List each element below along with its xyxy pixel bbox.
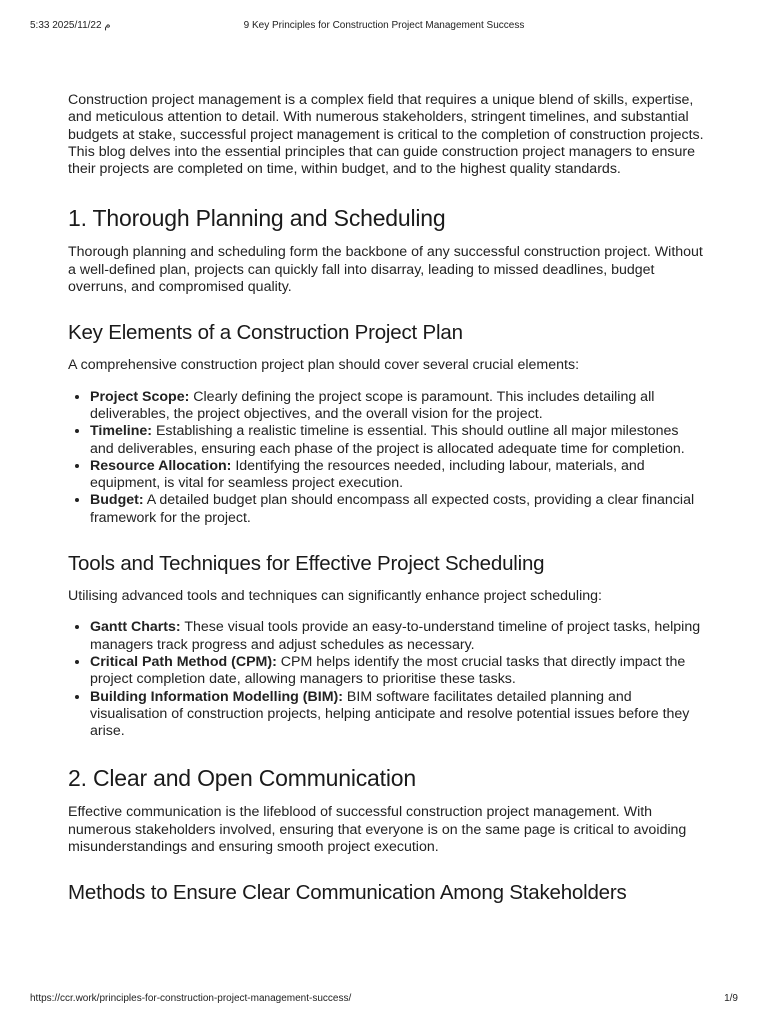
list-item-text: Identifying the resources needed, including labour, materials, and equipment, is vital for seamless project execution. xyxy=(90,457,645,492)
list-item xyxy=(90,423,704,458)
tools-intro: Utilising advanced tools and techniques can significantly enhance project scheduling: xyxy=(68,588,602,605)
list-item-text: A detailed budget plan should encompass all expected costs, providing a clear financial framework for the project. xyxy=(90,492,695,526)
key-elements-list xyxy=(68,389,704,527)
list-item-term: Gantt Charts: xyxy=(90,619,181,636)
subheading-tools: Tools and Techniques for Effective Project Scheduling xyxy=(68,552,545,576)
list-item-term: Resource Allocation: xyxy=(90,457,232,474)
intro-paragraph: Construction project management is a complex field that requires a unique blend of skills, expertise, and meticulous attention to detail. With numerous stakeholders, stringent timelines, and substantial budgets at stake, successful project management is critical to the completion of construction projects. This blog delves into the essential principles that can guide construction project managers to ensure their projects are completed on time, within budget, and to the highest quality standards. xyxy=(68,92,704,178)
article-content xyxy=(68,92,704,905)
list-item-text: Clearly defining the project scope is paramount. This includes detailing all deliverables, the project objectives, and the overall vision for the project. xyxy=(90,388,655,422)
list-item xyxy=(90,619,704,654)
print-header xyxy=(0,20,768,34)
print-datetime: 5:33 2025/11/22 م xyxy=(30,20,111,31)
list-item xyxy=(90,492,704,527)
print-url: https://ccr.work/principles-for-construction-project-management-success/ xyxy=(30,993,352,1004)
list-item-term: Critical Path Method (CPM): xyxy=(90,653,277,670)
list-item-term: Project Scope: xyxy=(90,388,190,405)
list-item-text: CPM helps identify the most crucial tasks that directly impact the project completion date, allowing managers to prioritise these tasks. xyxy=(90,653,686,688)
print-title: 9 Key Principles for Construction Project Management Success xyxy=(243,20,525,31)
list-item-term: Building Information Modelling (BIM): xyxy=(90,688,343,705)
page-number: 1/9 xyxy=(724,993,738,1004)
key-elements-intro: A comprehensive construction project plan should cover several crucial elements: xyxy=(68,357,580,374)
communication-paragraph: Effective communication is the lifeblood of successful construction project management. With numerous stakeholders involved, ensuring that everyone is on the same page is critical to avoiding misunderstandings and ensuring smooth project execution. xyxy=(68,804,687,856)
subheading-methods: Methods to Ensure Clear Communication Among Stakeholders xyxy=(68,881,627,905)
list-item-text: Establishing a realistic timeline is essential. This should outline all major milestones and deliverables, ensuring each phase of the project is allocated adequate time for completion. xyxy=(90,423,685,457)
list-item xyxy=(90,458,704,493)
list-item-term: Timeline: xyxy=(90,423,153,440)
list-item xyxy=(90,654,704,689)
planning-paragraph: Thorough planning and scheduling form the backbone of any successful construction project. Without a well-defined plan, projects can quickly fall into disarray, leading to missed deadlines, budget overruns, and compromised quality. xyxy=(68,244,703,296)
list-item-term: Budget: xyxy=(90,492,144,509)
list-item-text: BIM software facilitates detailed planning and visualisation of construction projects, helping anticipate and resolve potential issues before they arise. xyxy=(90,688,690,740)
tools-list xyxy=(68,619,704,740)
subheading-key-elements: Key Elements of a Construction Project Plan xyxy=(68,321,463,345)
list-item-text: These visual tools provide an easy-to-understand timeline of project tasks, helping managers track progress and adjust schedules as necessary. xyxy=(90,619,701,653)
section-heading-planning: 1. Thorough Planning and Scheduling xyxy=(68,205,446,232)
list-item xyxy=(90,689,704,741)
list-item xyxy=(90,389,704,424)
section-heading-communication: 2. Clear and Open Communication xyxy=(68,765,416,792)
